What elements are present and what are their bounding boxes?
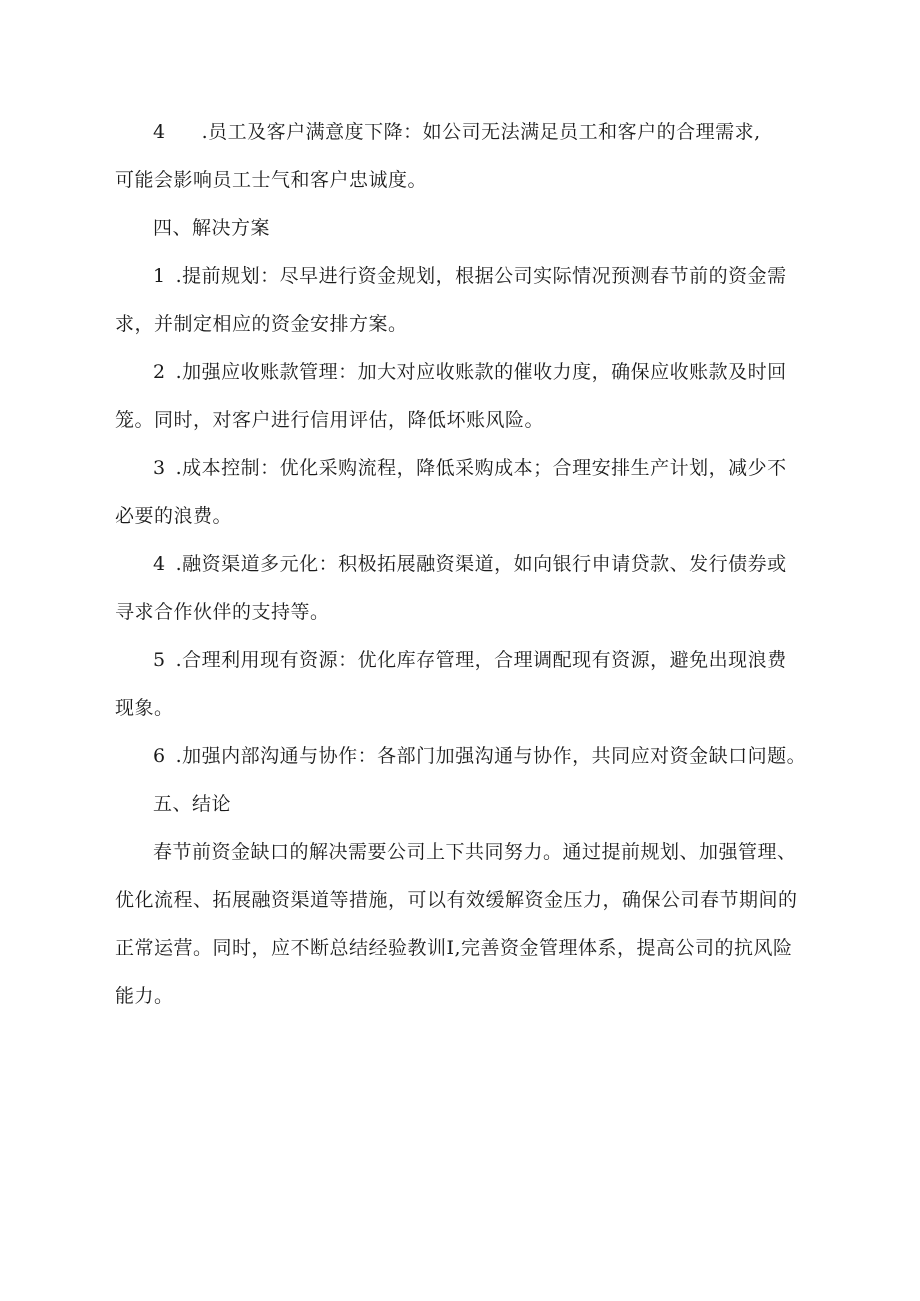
conclusion-line-3: 正常运营。同时，应不断总结经验教训I,完善资金管理体系，提高公司的抗风险 (115, 937, 793, 959)
item-text-line-2: 现象。 (115, 697, 174, 719)
solution-item-2 (115, 348, 825, 444)
conclusion-line-1: 春节前资金缺口的解决需要公司上下共同努力。通过提前规划、加强管理、 (153, 841, 797, 863)
item-number: 4 (153, 553, 166, 575)
item-number: 2 (153, 361, 166, 383)
item-text-line-2: 必要的浪费。 (115, 505, 233, 527)
item-text-line-1: .加强应收账款管理：加大对应收账款的催收力度，确保应收账款及时回 (175, 361, 787, 383)
conclusion-line-2: 优化流程、拓展融资渠道等措施，可以有效缓解资金压力，确保公司春节期间的 (115, 889, 798, 911)
item-text-line-1: .合理利用现有资源：优化库存管理，合理调配现有资源，避免出现浪费 (175, 649, 787, 671)
solution-item-5 (115, 636, 825, 732)
item-number: 6 (153, 745, 166, 767)
item-text-line-1: .员工及客户满意度下降：如公司无法满足员工和客户的合理需求, (201, 121, 761, 143)
item-number: 5 (153, 649, 166, 671)
conclusion-line-4: 能力。 (115, 985, 174, 1007)
solution-item-1 (115, 252, 825, 348)
item-text-line-1: .加强内部沟通与协作：各部门加强沟通与协作，共同应对资金缺口问题。 (175, 745, 807, 767)
solution-item-3 (115, 444, 825, 540)
item-text-line-1: .融资渠道多元化：积极拓展融资渠道，如向银行申请贷款、发行债券或 (175, 553, 787, 575)
item-number: 3 (153, 457, 166, 479)
impact-item-4 (115, 108, 825, 204)
section-heading-solutions: 四、解决方案 (153, 217, 271, 239)
item-text-line-1: .成本控制：优化采购流程，降低采购成本；合理安排生产计划，减少不 (175, 457, 787, 479)
solution-item-4 (115, 540, 825, 636)
item-text-line-2: 求，并制定相应的资金安排方案。 (115, 313, 408, 335)
section-heading-conclusion: 五、结论 (153, 793, 232, 815)
solution-item-6 (115, 732, 825, 780)
conclusion-paragraph (115, 828, 825, 1020)
item-text-line-1: .提前规划：尽早进行资金规划，根据公司实际情况预测春节前的资金需 (175, 265, 787, 287)
item-number: 1 (153, 265, 166, 287)
item-text-line-2: 可能会影响员工士气和客户忠诚度。 (115, 169, 428, 191)
item-text-line-2: 笼。同时，对客户进行信用评估，降低坏账风险。 (115, 409, 545, 431)
item-text-line-2: 寻求合作伙伴的支持等。 (115, 601, 330, 623)
item-number: 4 (153, 121, 166, 143)
